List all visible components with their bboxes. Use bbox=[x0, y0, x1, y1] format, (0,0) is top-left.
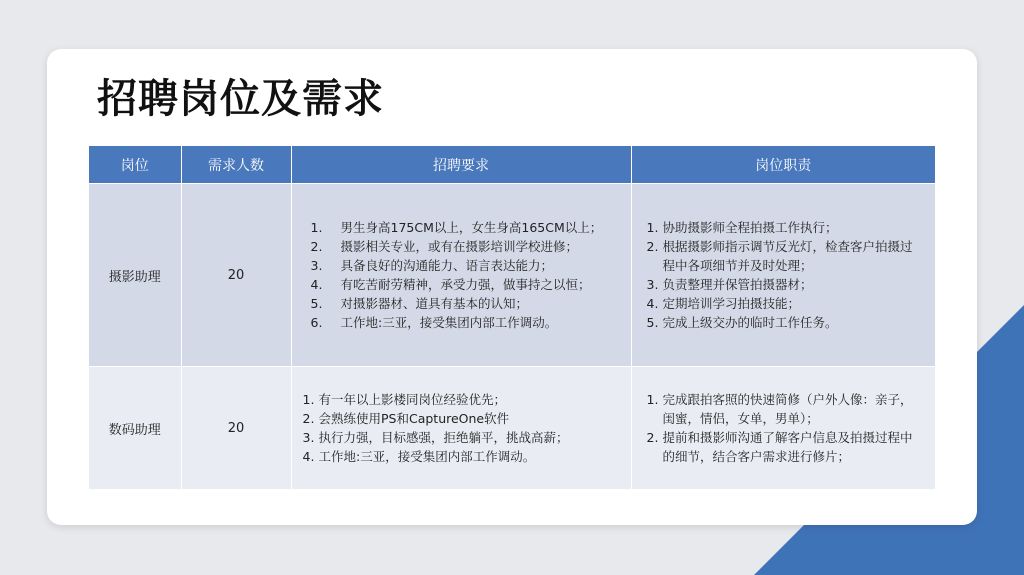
table-row bbox=[89, 184, 935, 367]
list-item: 5. 对摄影器材、道具有基本的认知； bbox=[310, 296, 529, 311]
list-item: 2. 根据摄影师指示调节反光灯，检查客户拍摄过程中各项细节并及时处理； bbox=[646, 239, 913, 273]
position-cell: 摄影助理 bbox=[89, 184, 181, 367]
list-item: 1. 有一年以上影楼同岗位经验优先； bbox=[302, 392, 507, 407]
list-item: 1. 男生身高175CM以上，女生身高165CM以上； bbox=[310, 220, 603, 235]
position-cell: 数码助理 bbox=[89, 367, 181, 490]
header-count: 需求人数 bbox=[181, 146, 291, 184]
page-title: 招聘岗位及需求 bbox=[97, 76, 384, 122]
header-duties: 岗位职责 bbox=[631, 146, 935, 184]
count-cell: 20 bbox=[181, 184, 291, 367]
list-item: 2. 提前和摄影师沟通了解客户信息及拍摄过程中的细节，结合客户需求进行修片； bbox=[646, 430, 913, 464]
duties-cell bbox=[631, 367, 935, 490]
list-item: 2. 会熟练使用PS和CaptureOne软件 bbox=[302, 411, 510, 426]
list-item: 4. 工作地:三亚，接受集团内部工作调动。 bbox=[302, 449, 536, 464]
list-item: 3. 执行力强，目标感强，拒绝躺平，挑战高薪； bbox=[302, 430, 569, 445]
list-item: 1. 完成跟拍客照的快速简修（户外人像：亲子，闺蜜，情侣，女单，男单）； bbox=[646, 392, 913, 426]
list-item: 5. 完成上级交办的临时工作任务。 bbox=[646, 315, 838, 330]
list-item: 4. 有吃苦耐劳精神，承受力强，做事持之以恒； bbox=[310, 277, 591, 292]
requirements-cell bbox=[291, 184, 631, 367]
list-item: 2. 摄影相关专业，或有在摄影培训学校进修； bbox=[310, 239, 579, 254]
list-item: 3. 负责整理并保管拍摄器材； bbox=[646, 277, 813, 292]
list-item: 3. 具备良好的沟通能力、语言表达能力； bbox=[310, 258, 554, 273]
recruitment-table bbox=[89, 146, 935, 489]
requirements-list bbox=[293, 218, 630, 332]
duties-list bbox=[633, 218, 935, 332]
header-position: 岗位 bbox=[89, 146, 181, 184]
header-requirements: 招聘要求 bbox=[291, 146, 631, 184]
count-cell: 20 bbox=[181, 367, 291, 490]
list-item: 1. 协助摄影师全程拍摄工作执行； bbox=[646, 220, 838, 235]
requirements-cell bbox=[291, 367, 631, 490]
list-item: 6. 工作地:三亚，接受集团内部工作调动。 bbox=[310, 315, 558, 330]
requirements-list bbox=[293, 390, 630, 466]
list-item: 4. 定期培训学习拍摄技能； bbox=[646, 296, 801, 311]
content-card bbox=[47, 49, 977, 525]
table-header-row bbox=[89, 146, 935, 184]
duties-cell bbox=[631, 184, 935, 367]
table-row bbox=[89, 367, 935, 490]
duties-list bbox=[633, 390, 935, 466]
